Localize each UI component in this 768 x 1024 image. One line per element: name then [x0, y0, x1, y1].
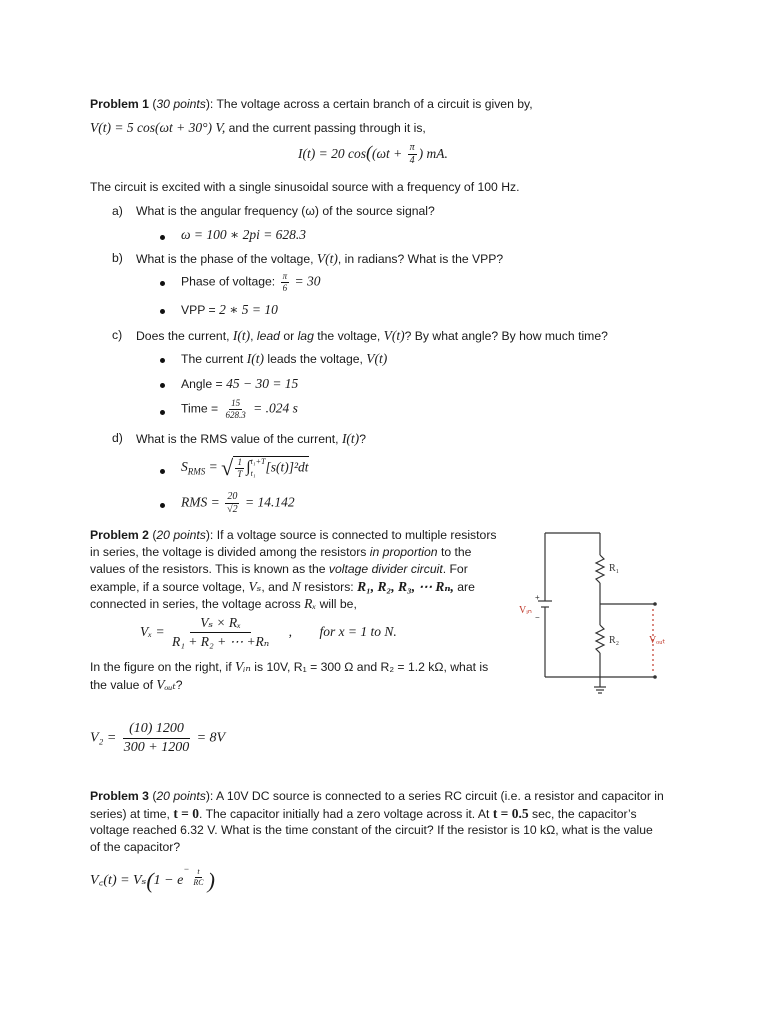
answer-c-lead: The current I(t) leads the voltage, V(t)	[181, 351, 388, 366]
question-a: What is the angular frequency (ω) of the source signal?	[136, 204, 435, 218]
problem1-voltage-line	[90, 120, 426, 136]
problem3-header: Problem 3 (20 points): A 10V DC source is connected to a series RC circuit (i.e. a resistor and capacitor in	[90, 789, 664, 803]
voltage-divider-circuit	[505, 527, 675, 702]
problem1-header: Problem 1 (30 points): The voltage across a certain branch of a circuit is given by,	[90, 97, 533, 111]
problem2-title: Problem 2	[90, 528, 149, 542]
resistor-r2	[596, 625, 604, 653]
problem1-intro: : The voltage across a certain branch of a circuit is given by,	[209, 97, 533, 111]
current-lead-text: and the current passing through it is,	[228, 121, 426, 135]
label-vin: Vᵢₙ	[519, 605, 532, 616]
resistor-r1	[596, 555, 604, 583]
output-terminal-bottom	[653, 675, 657, 679]
problem2-header: Problem 2 (20 points): If a voltage source is connected to multiple resistors	[90, 528, 497, 542]
question-d: What is the RMS value of the current, I(t)?	[136, 431, 366, 446]
label-r2: R₂	[609, 635, 620, 646]
answer-c-angle: Angle = 45 − 30 = 15	[181, 376, 299, 391]
problem2-line4: example, if a source voltage, Vₛ, and N resistors: R₁, R₂, R₃, ⋯ Rₙ, are	[90, 579, 475, 594]
excite-text: The circuit is excited with a single sinusoidal source with a frequency of 100 Hz.	[90, 180, 520, 194]
problem2-answer: V₂ = $\frac{(10) 1200}{300 + 1200}$ = 8V	[90, 721, 226, 755]
problem1-title: Problem 1	[90, 97, 149, 111]
bullet	[160, 383, 165, 388]
output-terminal-top	[653, 602, 657, 606]
answer-b-vpp: VPP = 2 ∗ 5 = 10	[181, 302, 278, 317]
problem2-figure-question2: the value of Vₒᵤₜ?	[90, 677, 183, 692]
bullet	[160, 281, 165, 286]
problem3-line2: series) at time, t = 0. The capacitor initially had a zero voltage across it. At t = 0.5 sec, the capacitor’s	[90, 806, 637, 821]
bullet	[160, 410, 165, 415]
answer-c-time: Time = $\frac{15}{628.3}$ = .024 s	[181, 398, 298, 420]
label-vout: Vₒᵤₜ	[649, 635, 666, 646]
problem2-figure-question1: In the figure on the right, if Vᵢₙ is 10V, R₁ = 300 Ω and R₂ = 1.2 kΩ, what is	[90, 659, 489, 674]
question-d-label: d)	[112, 431, 123, 445]
bullet	[160, 235, 165, 240]
label-r1: R₁	[609, 563, 620, 574]
problem1-points: 30 points	[156, 97, 206, 111]
answer-b-phase: Phase of voltage: $\frac{\pi}{6}$ = 30	[181, 271, 321, 293]
problem2-line5: connected in series, the voltage across Rₓ will be,	[90, 596, 357, 611]
problem3-title: Problem 3	[90, 789, 149, 803]
bullet	[160, 358, 165, 363]
problem3-line3: voltage reached 6.32 V. What is the time constant of the circuit? If the resistor is 10 kΩ, what is the value	[90, 823, 653, 837]
capacitor-voltage-formula: V꜀(t) = Vₛ(1 − e− $\frac{t}{RC}$ )	[90, 864, 215, 893]
voltage-divider-formula: Vₓ = $\frac{\text{Vₛ × Rₓ}}{\text{R₁ + R₂ + ⋯ +Rₙ}}$ , for x = 1 to N.	[140, 615, 397, 649]
question-a-label: a)	[112, 204, 123, 218]
current-expression: I(t) = 20 cos((ωt + $\frac{\pi}{4}$ ) mA.	[298, 142, 448, 167]
problem3-line4: of the capacitor?	[90, 840, 181, 854]
question-c-label: c)	[112, 328, 123, 342]
bullet	[160, 469, 165, 474]
bullet	[160, 503, 165, 508]
answer-a: ω = 100 ∗ 2pi = 628.3	[181, 227, 307, 242]
question-b: What is the phase of the voltage, V(t), in radians? What is the VPP?	[136, 251, 504, 266]
answer-d-rms: RMS = $\frac{20}{√2}$ = 14.142	[181, 491, 295, 515]
bullet	[160, 309, 165, 314]
label-minus: −	[535, 613, 540, 622]
label-plus: +	[535, 593, 540, 602]
problem2-line2: in series, the voltage is divided among the resistors in proportion to the	[90, 545, 472, 559]
voltage-expression: V(t) = 5 cos(ωt + 30°) V,	[90, 120, 226, 135]
problem2-line3: values of the resistors. This is known as the voltage divider circuit. For	[90, 562, 468, 576]
question-b-label: b)	[112, 251, 123, 265]
question-c: Does the current, I(t), lead or lag the voltage, V(t)? By what angle? By how much time?	[136, 328, 608, 343]
answer-d-srms: $S_{RMS}$ = √ $\frac{1}{T}$ ∫ t₁+T t₁ [s(t)]²dt	[181, 455, 309, 480]
